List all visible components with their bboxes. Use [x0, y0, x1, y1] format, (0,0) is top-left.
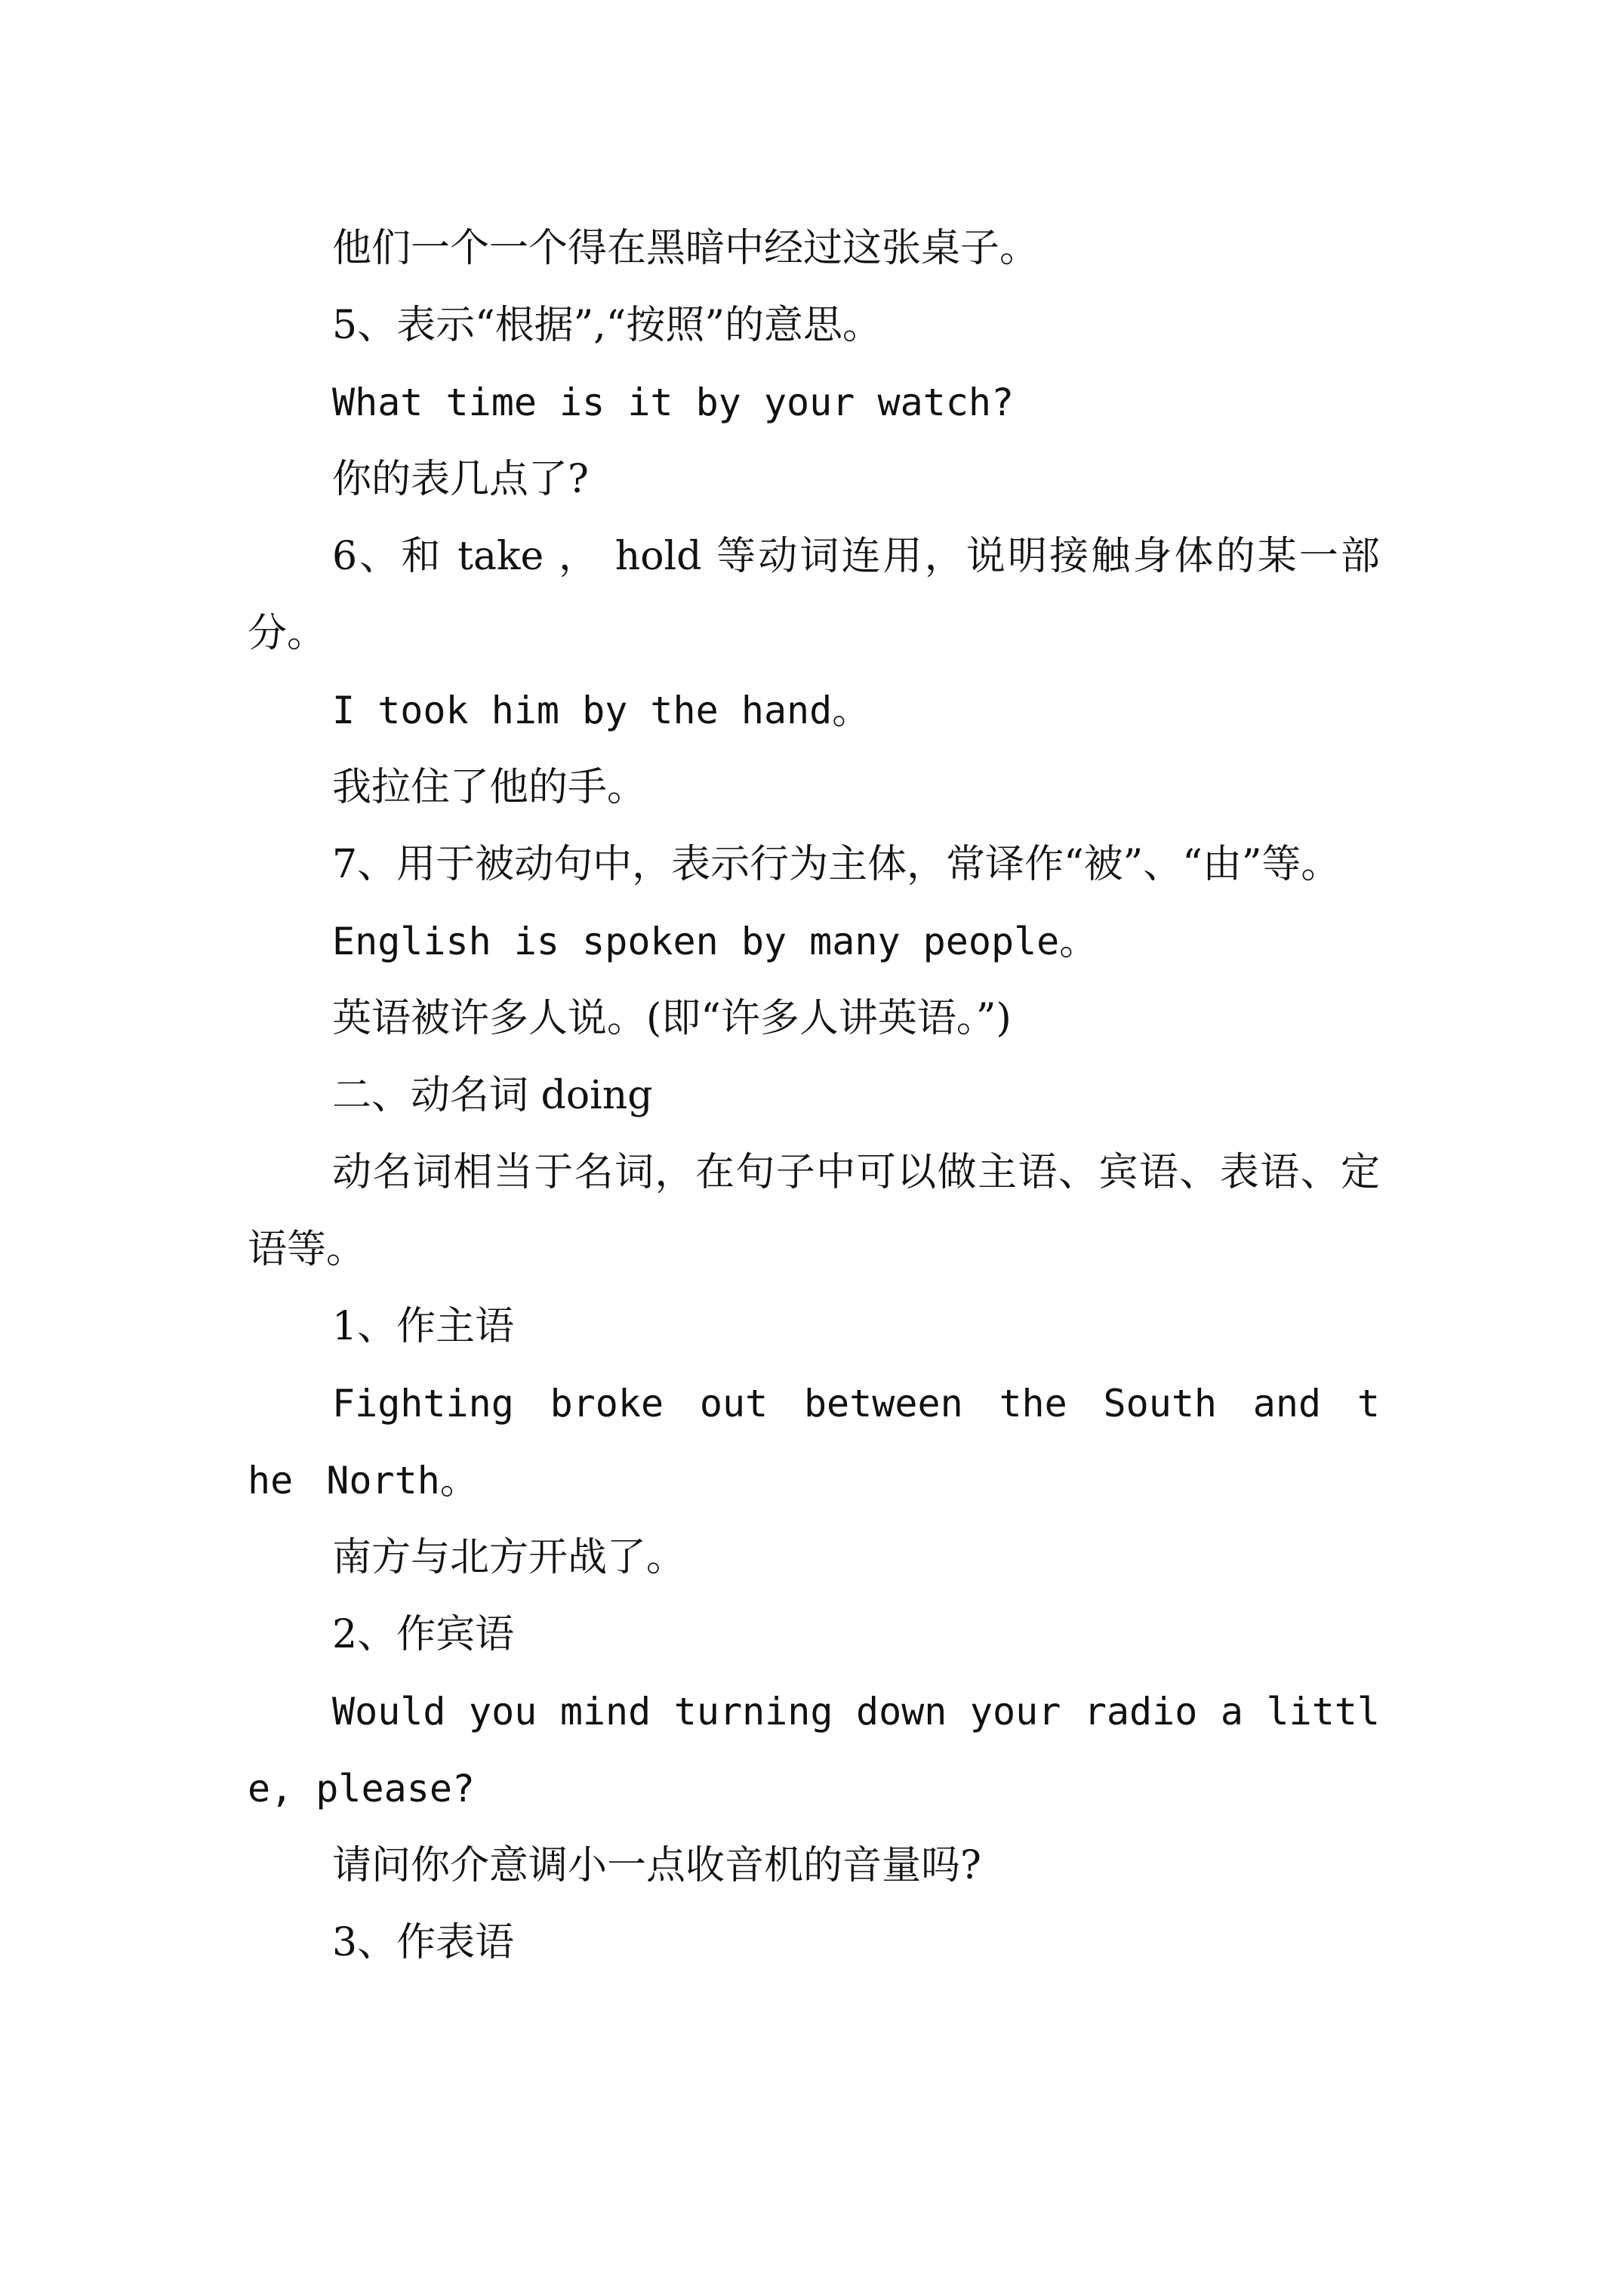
paragraph: 动名词相当于名词，在句子中可以做主语、宾语、表语、定语等。 — [248, 1150, 1380, 1272]
translation: 你的表几点了? — [332, 457, 589, 502]
translation: 请问你介意调小一点收音机的音量吗? — [332, 1843, 981, 1888]
translation: 我拉住了他的手。 — [332, 765, 647, 810]
example-sentence: English is spoken by many people。 — [332, 920, 1098, 963]
paragraph: 他们一个一个得在黑暗中经过这张桌子。 — [332, 226, 1039, 271]
example-sentence: Would you mind turning down your radio a little, please? — [248, 1690, 1380, 1811]
section-heading: 6、和 take ， hold 等动词连用，说明接触身体的某一部分。 — [248, 534, 1380, 656]
section-heading: 7、用于被动句中，表示行为主体，常译作“被”、“由”等。 — [332, 842, 1341, 887]
example-sentence: What time is it by your watch? — [332, 381, 1015, 424]
translation: 南方与北方开战了。 — [332, 1535, 686, 1580]
section-heading: 2、作宾语 — [332, 1612, 515, 1657]
example-sentence: Fighting broke out between the South and the North。 — [248, 1382, 1380, 1502]
example-sentence: I took him by the hand。 — [332, 689, 870, 732]
section-heading: 1、作主语 — [332, 1304, 515, 1349]
chapter-heading: 二、动名词 doing — [332, 1073, 653, 1118]
section-heading: 3、作表语 — [332, 1920, 515, 1965]
section-heading: 5、表示“根据”,“按照”的意思。 — [332, 303, 882, 348]
text-body — [248, 210, 1380, 1981]
translation: 英语被许多人说。(即“许多人讲英语。”) — [332, 996, 1012, 1041]
